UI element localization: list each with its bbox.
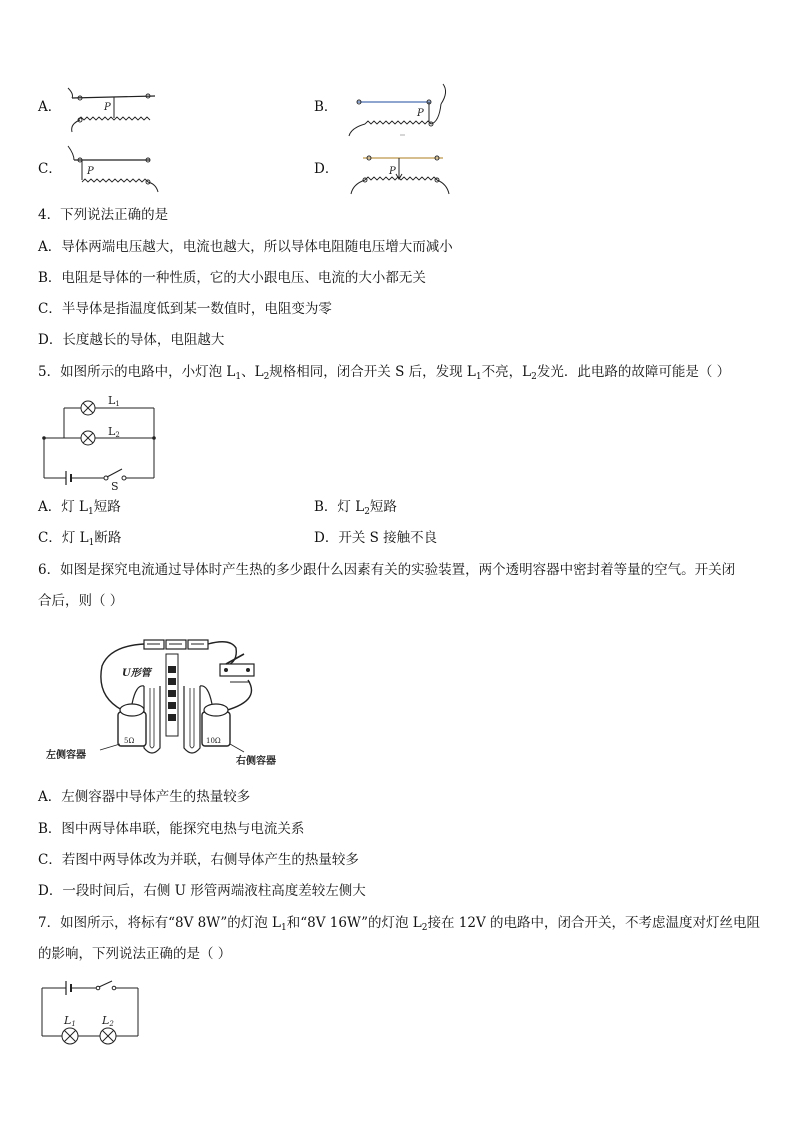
question-stem-line-1: 6．如图是探究电流通过导体时产生热的多少跟什么因素有关的实验装置，两个透明容器中密封着等量的空气。开关闭	[38, 562, 736, 578]
option-c: C．若图中两导体改为并联，右侧导体产生的热量较多	[38, 852, 359, 868]
l2-label: L2	[108, 425, 120, 439]
option-a: A．导体两端电压越大，电流也越大，所以导体电阻随电压增大而减小	[38, 239, 453, 255]
option-a: A．灯 $L_1$短路	[38, 499, 121, 517]
left-container-label: 左侧容器	[46, 750, 86, 761]
l1-label: L1	[64, 1014, 76, 1028]
option-c: C．半导体是指温度低到某一数值时，电阻变为零	[38, 301, 332, 317]
slider-label: P	[389, 166, 396, 177]
rheostat-diagram-c	[60, 144, 170, 194]
slider-label: P	[87, 166, 94, 177]
right-resistor-label: 10Ω	[206, 737, 221, 745]
option-letter: D．	[314, 161, 339, 177]
left-resistor-label: 5Ω	[124, 737, 135, 745]
l1-label: L1	[108, 394, 120, 408]
question-stem-line-2: 的影响，下列说法正确的是（ ）	[38, 946, 232, 962]
right-container-label: 右侧容器	[236, 756, 276, 767]
slider-label: P	[417, 108, 424, 119]
joule-heating-apparatus	[40, 626, 290, 771]
option-letter: C．	[38, 161, 62, 177]
series-circuit-diagram	[40, 976, 140, 1046]
rheostat-diagram-d	[345, 148, 455, 198]
option-d: D．长度越长的导体，电阻越大	[38, 332, 225, 348]
option-a: A．左侧容器中导体产生的热量较多	[38, 789, 251, 805]
rheostat-diagram-a	[60, 84, 170, 134]
rheostat-diagram-b	[345, 82, 455, 138]
parallel-circuit-diagram	[40, 392, 160, 493]
question-stem-line-1: 7．如图所示，将标有“8V 8W”的灯泡 $L_1$和“8V 16W”的灯泡 $L_2$接在 12V 的电路中，闭合开关，不考虑温度对灯丝电阻	[38, 915, 760, 933]
option-b: B．灯 $L_2$短路	[314, 499, 397, 517]
switch-label: S	[111, 480, 119, 493]
option-d: D．一段时间后，右侧 U 形管两端液柱高度差较左侧大	[38, 883, 366, 899]
slider-label: P	[104, 102, 111, 113]
option-b: B．电阻是导体的一种性质，它的大小跟电压、电流的大小都无关	[38, 270, 426, 286]
l2-label: L2	[102, 1014, 114, 1028]
option-letter: B．	[314, 99, 338, 115]
option-c: C．灯 $L_1$断路	[38, 530, 122, 548]
question-stem: 5．如图所示的电路中，小灯泡 $L_1$、$L_2$规格相同，闭合开关 S 后，发现 $L_1$不亮，$L_2$发光．此电路的故障可能是（ ）	[38, 364, 731, 382]
option-d: D．开关 S 接触不良	[314, 530, 438, 546]
option-letter: A．	[38, 99, 62, 115]
question-stem-line-2: 合后，则（ ）	[38, 593, 124, 609]
u-tube-label: U形管	[122, 668, 151, 679]
option-b: B．图中两导体串联，能探究电热与电流关系	[38, 821, 305, 837]
question-stem: 4．下列说法正确的是	[38, 207, 169, 223]
